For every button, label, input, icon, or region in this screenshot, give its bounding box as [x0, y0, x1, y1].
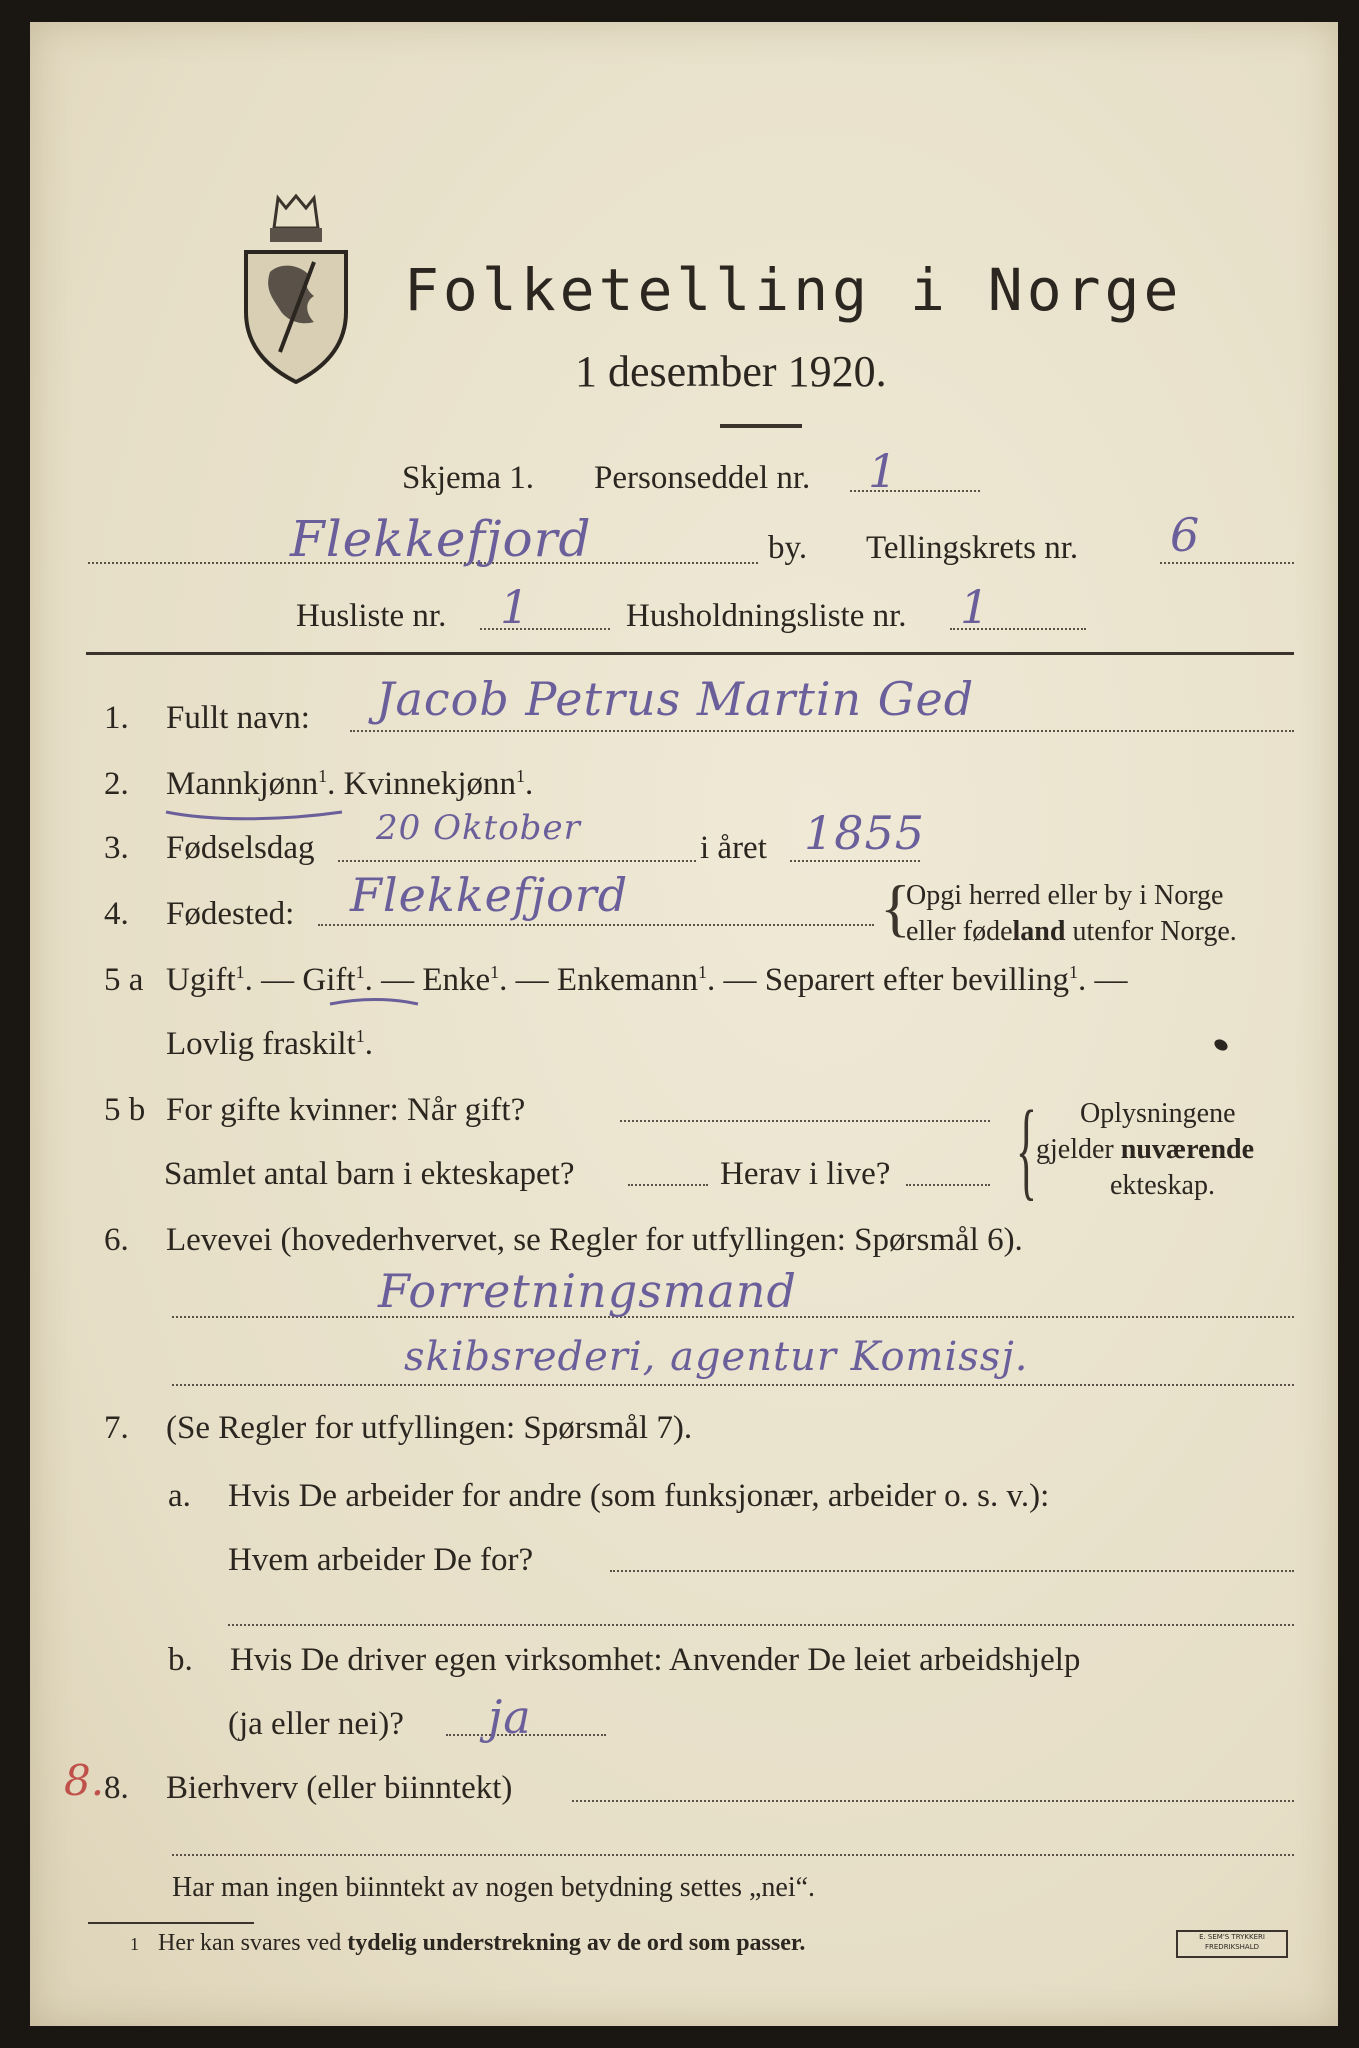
q7b-letter: b. — [168, 1642, 193, 1678]
husliste-label: Husliste nr. — [296, 598, 447, 634]
q1-line — [350, 730, 1294, 732]
q2-kvinne: Kvinnekjønn — [343, 766, 516, 802]
form-date: 1 desember 1920. — [575, 347, 887, 396]
q1-label: Fullt navn: — [166, 700, 310, 736]
q7a-letter: a. — [168, 1478, 191, 1514]
tellingskrets-value: 6 — [1170, 508, 1201, 562]
q3-number: 3. — [104, 830, 129, 866]
husholdning-label: Husholdningsliste nr. — [626, 598, 907, 634]
q6-value-2: skibsrederi, agentur Komissj. — [404, 1334, 1029, 1380]
printer-mark: E. SEM'S TRYKKERI FREDRIKSHALD — [1176, 1930, 1288, 1958]
q5a-line2: Lovlig fraskilt$^1$. — [166, 1026, 373, 1062]
form-title: Folketelling i Norge — [404, 256, 1183, 324]
q2-number: 2. — [104, 766, 129, 802]
q8-number: 8. — [104, 1770, 129, 1806]
q4-label: Fødested: — [166, 896, 295, 932]
q8-margin-mark: 8. — [64, 1756, 105, 1805]
tellingskrets-line — [1160, 562, 1294, 564]
header-rule — [86, 652, 1294, 655]
q3-year-value: 1855 — [804, 806, 926, 860]
q3-value: 20 Oktober — [376, 808, 581, 848]
q7-number: 7. — [104, 1410, 129, 1446]
q5b-label-2: Samlet antal barn i ekteskapet? — [164, 1156, 575, 1192]
q5b-note-2: gjelder nuværende — [1036, 1134, 1255, 1165]
q8-label: Bierhverv (eller biinntekt) — [166, 1770, 513, 1806]
q3-label: Fødselsdag — [166, 830, 315, 866]
q8-line-2 — [172, 1854, 1294, 1856]
q5a-options: Ugift$^1$. — Gift$^1$. — Enke$^1$. — Enkemann$^1$. — Separert efter bevilling$^1$. — — [166, 962, 1128, 998]
q7-label: (Se Regler for utfyllingen: Spørsmål 7). — [166, 1410, 693, 1446]
husholdning-value: 1 — [960, 580, 991, 634]
q7a-text: Hvis De arbeider for andre (som funksjonær, arbeider o. s. v.): — [228, 1478, 1050, 1514]
skjema-label: Skjema 1. — [402, 460, 534, 496]
by-label: by. — [768, 530, 808, 566]
q6-number: 6. — [104, 1222, 129, 1258]
q2-mann: Mannkjønn — [166, 766, 319, 802]
footnote-rule — [88, 1922, 254, 1924]
q3-year-line — [790, 860, 920, 862]
q5b-line-1 — [620, 1120, 990, 1122]
q8-line-1 — [572, 1800, 1294, 1802]
q7a-line-1 — [610, 1570, 1294, 1572]
footnote-number: 1 — [130, 1934, 139, 1954]
q4-line — [318, 924, 874, 926]
q5b-note-1: Oplysningene — [1080, 1098, 1236, 1129]
q5a-number: 5 a — [104, 962, 144, 998]
q4-note-1: Opgi herred eller by i Norge — [906, 880, 1224, 911]
q5b-line-3 — [906, 1184, 990, 1186]
q4-value: Flekkefjord — [350, 868, 629, 922]
q5b-label-1: For gifte kvinner: Når gift? — [166, 1092, 526, 1128]
q7a-line-2 — [228, 1624, 1294, 1626]
q4-number: 4. — [104, 896, 129, 932]
q5b-note-3: ekteskap. — [1110, 1170, 1215, 1201]
q2-underline-mark — [164, 804, 344, 824]
tellingskrets-label: Tellingskrets nr. — [866, 530, 1079, 566]
q1-value: Jacob Petrus Martin Ged — [376, 672, 975, 726]
husliste-value: 1 — [500, 580, 531, 634]
q7a-question: Hvem arbeider De for? — [228, 1542, 534, 1578]
q7b-question: (ja eller nei)? — [228, 1706, 404, 1742]
q3-year-label: i året — [700, 830, 767, 866]
q6-value-1: Forretningsmand — [378, 1264, 797, 1318]
q7b-value: ja — [488, 1690, 532, 1744]
q6-line-2 — [172, 1384, 1294, 1386]
q4-note-2: eller fødeland utenfor Norge. — [906, 916, 1237, 947]
q5a-underline-mark — [328, 994, 420, 1014]
q6-label: Levevei (hovederhvervet, se Regler for utfyllingen: Spørsmål 6). — [166, 1222, 1023, 1258]
by-value: Flekkefjord — [290, 510, 592, 568]
q3-line — [338, 860, 696, 862]
q5b-line-2 — [628, 1184, 708, 1186]
footnote-text: Her kan svares ved tydelig understrekning av de ord som passer. — [158, 1930, 806, 1956]
personseddel-value: 1 — [868, 444, 899, 498]
footer-note-nei: Har man ingen biinntekt av nogen betydning settes „nei“. — [172, 1872, 816, 1903]
q5b-number: 5 b — [104, 1092, 146, 1128]
q5b-label-3: Herav i live? — [720, 1156, 891, 1192]
title-divider — [720, 424, 802, 428]
q2-options: Mannkjønn$^1$. Kvinnekjønn$^1$. — [166, 766, 534, 802]
coat-of-arms-icon — [240, 192, 352, 384]
q1-number: 1. — [104, 700, 129, 736]
personseddel-label: Personseddel nr. — [594, 460, 811, 496]
q7b-text: Hvis De driver egen virksomhet: Anvender De leiet arbeidshjelp — [230, 1642, 1081, 1678]
